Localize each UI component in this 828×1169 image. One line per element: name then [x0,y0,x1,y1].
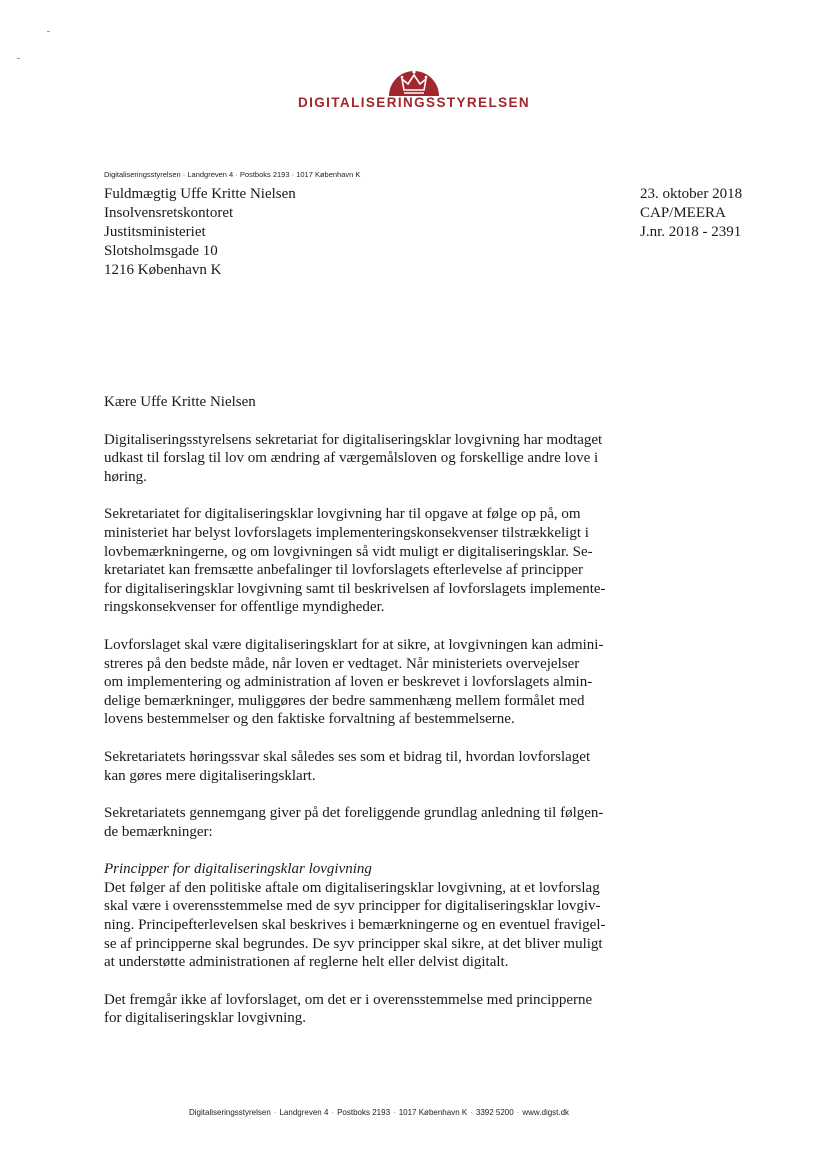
text-line: udkast til forslag til lov om ændring af værgemålsloven og forskellige andre love i [104,450,599,467]
paragraph [104,860,624,972]
text-line: ringskonsekvenser for offentlige myndigheder. [104,599,385,616]
recipient-line: Fuldmægtig Uffe Kritte Nielsen [104,186,296,202]
text-line: kretariatet kan fremsætte anbefalinger til lovforslagets efterlevelse af principper [104,562,583,579]
paragraph [104,505,624,617]
scan-speck [47,31,50,32]
footer-street: Landgreven 4 [279,1108,329,1117]
footer-city: 1017 København K [398,1108,468,1117]
text-line: Digitaliseringsstyrelsens sekretariat for digitaliseringsklar lovgivning har modtaget [104,431,603,448]
footer-website-link[interactable]: www.digst.dk [522,1108,570,1117]
text-line: at understøtte administrationen af reglerne helt eller delvist digitalt. [104,954,509,971]
footer-phone: 3392 5200 [475,1108,514,1117]
text-line: ministeriet har belyst lovforslagets implementeringskonsekvenser tilstrækkeligt i [104,524,589,541]
text-line: de bemærkninger: [104,823,213,840]
crown-emblem-icon [387,66,441,96]
paragraph [104,431,624,487]
text-line: streres på den bedste måde, når loven er vedtaget. Når ministeriets overvejelser [104,655,580,672]
letter-body [104,393,624,1028]
text-line: lovbemærkningerne, og om lovgivningen så vidt muligt er digitaliseringsklar. Se- [104,543,593,560]
recipient-line: Slotsholmsgade 10 [104,243,218,259]
text-line: skal være i overensstemmelse med de syv principper for digitaliseringsklar lovgiv- [104,898,601,915]
text-line: lovens bestemmelser og den faktiske forvaltning af bestemmelserne. [104,711,515,728]
text-line: kan gøres mere digitaliseringsklart. [104,767,316,784]
text-line: Det fremgår ikke af lovforslaget, om det er i overensstemmelse med principperne [104,991,593,1008]
text-line: delige bemærkninger, muliggøres der bedre sammenhæng mellem formålet med [104,692,585,709]
journal-number: J.nr. 2018 - 2391 [640,224,742,240]
text-line: Sekretariatet for digitaliseringsklar lovgivning har til opgave at følge op på, om [104,506,581,523]
section-heading: Principper for digitaliseringsklar lovgivning [104,861,372,878]
text-line: Det følger af den politiske aftale om digitaliseringsklar lovgivning, at et lovforslag [104,879,600,896]
paragraph [104,748,624,785]
recipient-address [104,185,296,280]
recipient-line: 1216 København K [104,262,222,278]
text-line: se af principperne skal begrundes. De syv principper skal sikre, at det bliver muligt [104,935,603,952]
text-line: høring. [104,468,147,485]
sender-address-line: Digitaliseringsstyrelsen · Landgreven 4 · Postboks 2193 · 1017 København K [104,170,361,179]
logo-wordmark: DIGITALISERINGSSTYRELSEN [297,95,531,110]
scan-speck [17,58,20,59]
paragraph [104,804,624,841]
recipient-line: Justitsministeriet [104,224,206,240]
text-line: for digitaliseringsklar lovgivning samt til beskrivelsen af lovforslagets implemente- [104,580,606,597]
salutation: Kære Uffe Kritte Nielsen [104,394,256,410]
recipient-line: Insolvensretskontoret [104,205,234,221]
text-line: Lovforslaget skal være digitaliseringsklart for at sikre, at lovgivningen kan admini- [104,636,604,653]
footer-pobox: Postboks 2193 [337,1108,391,1117]
letter-meta [640,185,742,242]
page-footer: Digitaliseringsstyrelsen · Landgreven 4 · Postboks 2193 · 1017 København K · 3392 5200 · www.digst.dk [189,1108,570,1117]
crown-logo [0,66,828,96]
letter-date: 23. oktober 2018 [640,186,743,202]
paragraph [104,991,624,1028]
paragraph [104,636,624,729]
text-line: om implementering og administration af loven er beskrevet i lovforslagets almin- [104,674,593,691]
letter-reference: CAP/MEERA [640,205,726,221]
text-line: Sekretariatets høringssvar skal således ses som et bidrag til, hvordan lovforslaget [104,748,591,765]
text-line: Sekretariatets gennemgang giver på det foreliggende grundlag anledning til følgen- [104,805,604,822]
text-line: ning. Principefterlevelsen skal beskrives i bemærkningerne og en eventuel fravigel- [104,917,606,934]
footer-org: Digitaliseringsstyrelsen [189,1108,271,1117]
text-line: for digitaliseringsklar lovgivning. [104,1010,307,1027]
